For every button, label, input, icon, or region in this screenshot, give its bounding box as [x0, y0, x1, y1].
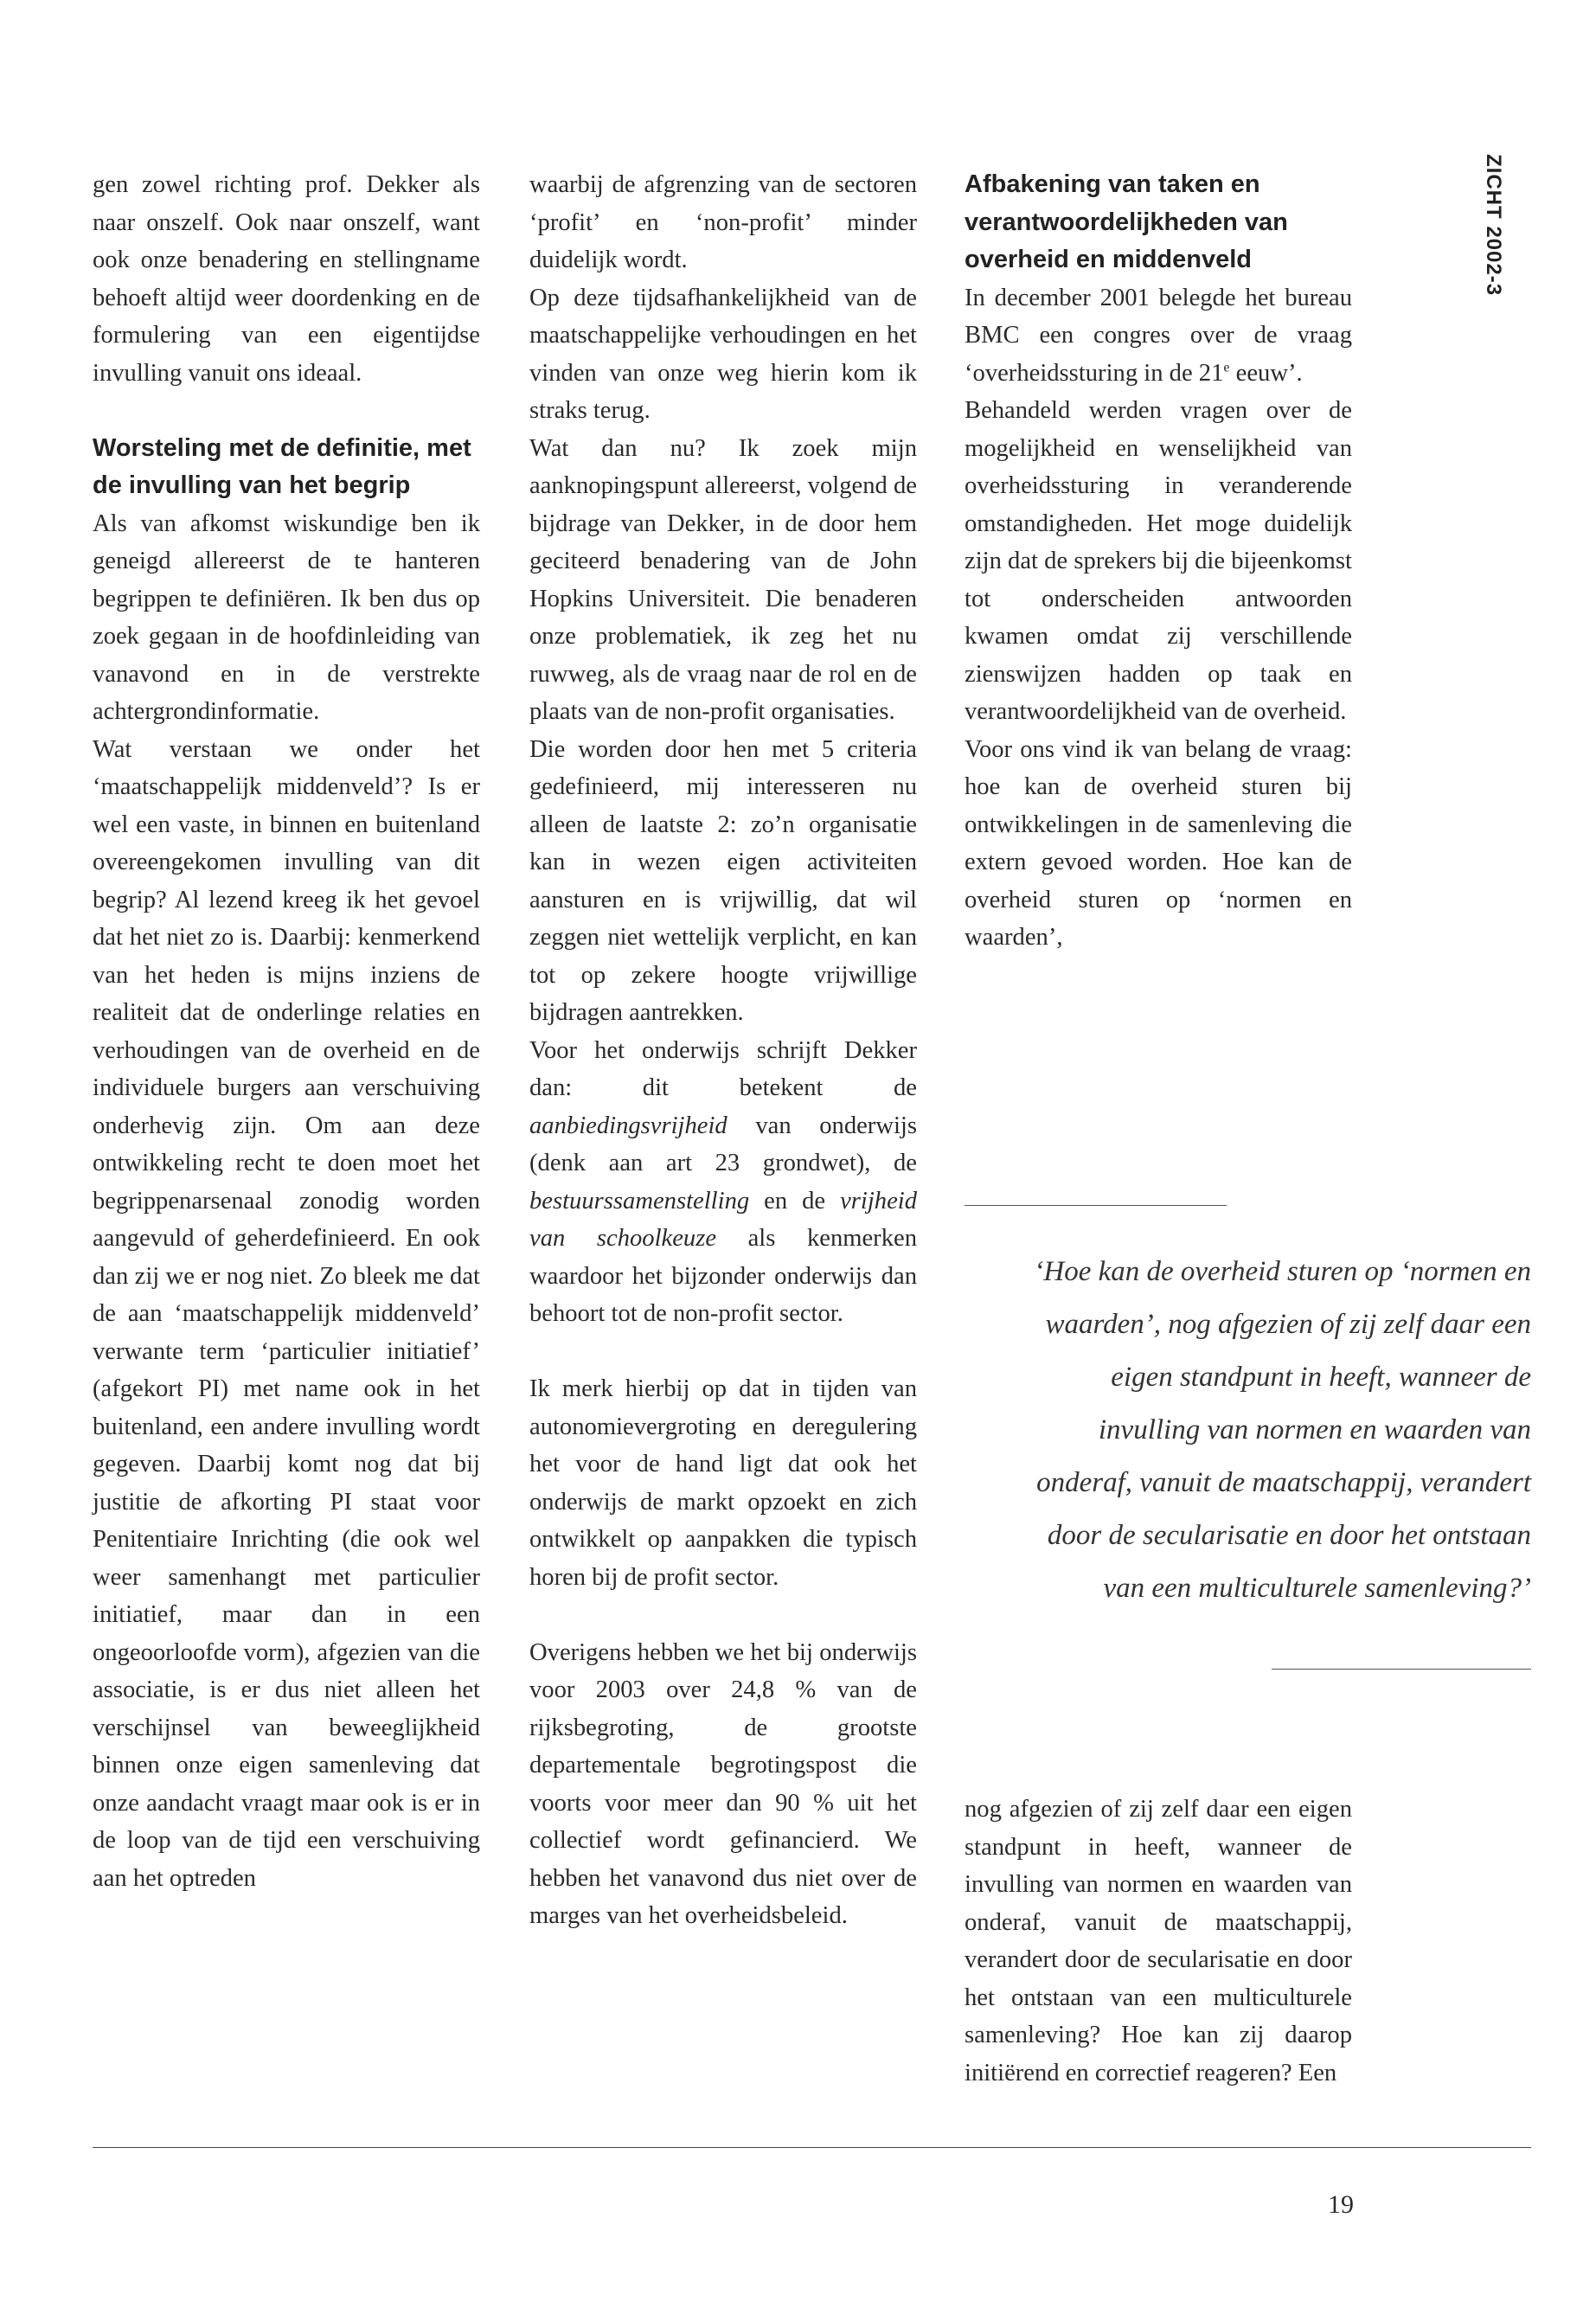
pullquote-line: invulling van normen en waarden van — [1098, 1414, 1531, 1445]
pullquote — [965, 1246, 1531, 1615]
section-heading-tasks: Afbakening van taken en verantwoordelijkheden van overheid en middenveld — [965, 170, 1288, 273]
col3-paragraph-4: nog afgezien of zij zelf daar een eigen standpunt in heeft, wanneer de invulling van normen en waarden van onderaf, vanuit de maatschappij, verandert door de secularisatie en door het ontstaan van een multiculturele samenleving? Hoe kan zij daarop initiërend en correctief reageren? Een — [965, 1796, 1352, 2086]
col2-paragraph-5 — [529, 1032, 917, 1333]
section-heading-definition: Worsteling met de definitie, met de invulling van het begrip — [93, 433, 471, 499]
pullquote-line: door de secularisatie en door het ontstaan — [1047, 1520, 1531, 1551]
spacer — [529, 1596, 917, 1634]
superscript: e — [1223, 359, 1230, 375]
italic-term: bestuurssamenstelling — [529, 1187, 750, 1215]
col2-paragraph-6: Ik merk hierbij op dat in tijden van autonomievergroting en deregulering het voor de hand ligt dat ook het onderwijs de markt opzoekt en zich ontwikkelt op aanpakken die typisch horen bij de profit sector. — [529, 1375, 917, 1591]
col2-paragraph-4: Die worden door hen met 5 criteria gedefinieerd, mij interesseren nu alleen de laatste 2: zo’n organisatie kan in wezen eigen activiteiten aansturen en is vrijwillig, dat wil zeggen niet wettelijk verplicht, en kan tot op zekere hoogte vrijwillige bijdragen aantrekken. — [529, 735, 917, 1026]
journal-title-vertical: ZICHT 2002-3 — [1482, 154, 1505, 297]
col2-paragraph-2: Op deze tijdsafhankelijkheid van de maatschappelijke verhoudingen en het vinden van onze weg hierin kom ik straks terug. — [529, 284, 917, 424]
column-3-continued — [965, 1791, 1352, 2092]
text-span: van onderwijs (denk aan art 23 grondwet), de — [529, 1112, 917, 1176]
italic-term: vrijheid van schoolkeuze — [529, 1187, 917, 1252]
pullquote-line: onderaf, vanuit de maatschappij, verandert — [1036, 1467, 1531, 1498]
pullquote-line: waarden’, nog afgezien of zij zelf daar een — [1045, 1309, 1531, 1340]
col3-paragraph-3: Voor ons vind ik van belang de vraag: hoe kan de overheid sturen bij ontwikkelingen in de samenleving die extern gevoed worden. Hoe kan de overheid sturen op ‘normen en waarden’, — [965, 735, 1352, 951]
text-span: Voor het onderwijs schrijft Dekker dan: dit betekent de — [529, 1036, 917, 1101]
col3-paragraph-2: Behandeld werden vragen over de mogelijkheid en wenselijkheid van overheidssturing in veranderende omstandigheden. Het moge duidelijk zijn dat de sprekers bij die bijeenkomst tot onderscheiden antwoorden kwamen omdat zij verschillende zienswijzen hadden op taak en verantwoordelijkheid van de overheid. — [965, 397, 1352, 725]
pullquote-line: eigen standpunt in heeft, wanneer de — [1111, 1362, 1531, 1393]
text-span: In december 2001 belegde het bureau BMC een congres over de vraag ‘overheidssturing in de 21 — [965, 284, 1352, 387]
col3-paragraph-1 — [965, 279, 1352, 393]
pullquote-line: ‘Hoe kan de overheid sturen op ‘normen en — [1034, 1256, 1531, 1287]
italic-term: aanbiedingsvrijheid — [529, 1112, 727, 1139]
col2-paragraph-3: Wat dan nu? Ik zoek mijn aanknopingspunt allereerst, volgend de bijdrage van Dekker, in de door hem geciteerd benadering van de John Hopkins Universiteit. Die benaderen onze problematiek, ik zeg het nu ruwweg, als de vraag naar de rol en de plaats van de non-profit organisaties. — [529, 434, 917, 725]
col2-paragraph-7: Overigens hebben we het bij onderwijs voor 2003 over 24,8 % van de rijksbegroting, de grootste departementale begrotingspost die voorts voor meer dan 90 % uit het collectief wordt gefinancierd. We hebben het vanavond dus niet over de marges van het overheidsbeleid. — [529, 1638, 917, 1929]
footer-rule — [93, 2147, 1531, 2148]
text-span: en de — [749, 1187, 841, 1215]
col1-paragraph-1: gen zowel richting prof. Dekker als naar onszelf. Ook naar onszelf, want ook onze benadering en stellingname behoeft altijd weer doordenking en de formulering van een eigentijdse invulling vanuit ons ideaal. — [93, 171, 480, 387]
col1-paragraph-3: Wat verstaan we onder het ‘maatschappelijk middenveld’? Is er wel een vaste, in binnen en buitenland overeengekomen invulling van dit begrip? Al lezend kreeg ik het gevoel dat het niet zo is. Daarbij: kenmerkend van het heden is mijns inziens de realiteit dat de onderlinge relaties en verhoudingen van de overheid en de individuele burgers aan verschuiving onderhevig zijn. Om aan deze ontwikkeling recht te doen moet het begrippenarsenaal zonodig worden aangevuld of geherdefinieerd. En ook dan zij we er nog niet. Zo bleek me dat de aan ‘maatschappelijk middenveld’ verwante term ‘particulier initiatief’ (afgekort PI) met name ook in het buitenland, een andere invulling wordt gegeven. Daarbij komt nog dat bij justitie de afkorting PI staat voor Penitentiaire Inrichting (die ook wel weer samenhangt met particulier initiatief, maar dan in een ongeoorloofde vorm), afgezien van die associatie, is er dus niet alleen het verschijnsel van beweeglijkheid binnen onze eigen samenleving dat onze aandacht vraagt maar ook is er in de loop van de tijd een verschuiving aan het optreden — [93, 735, 480, 1892]
col2-paragraph-1: waarbij de afgrenzing van de sectoren ‘profit’ en ‘non-profit’ minder duidelijk wordt. — [529, 171, 917, 273]
text-span: eeuw’. — [1229, 359, 1303, 387]
pullquote-top-rule — [965, 1205, 1227, 1206]
column-2 — [529, 166, 917, 1935]
col1-paragraph-2: Als van afkomst wiskundige ben ik geneigd allereerst de te hanteren begrippen te definiëren. Ik ben dus op zoek gegaan in de hoofdinleiding van vanavond en in de verstrekte achtergrondinformatie. — [93, 510, 480, 725]
spacer — [93, 392, 480, 430]
spacer — [529, 1333, 917, 1371]
column-3 — [965, 166, 1352, 957]
pullquote-bottom-rule — [1272, 1669, 1531, 1670]
pullquote-line: van een multiculturele samenleving?’ — [1103, 1573, 1531, 1604]
page-number: 19 — [1328, 2190, 1354, 2219]
column-1 — [93, 166, 480, 1897]
text-span: als kenmerken waardoor het bijzonder onderwijs dan behoort tot de non-profit sector. — [529, 1225, 917, 1327]
